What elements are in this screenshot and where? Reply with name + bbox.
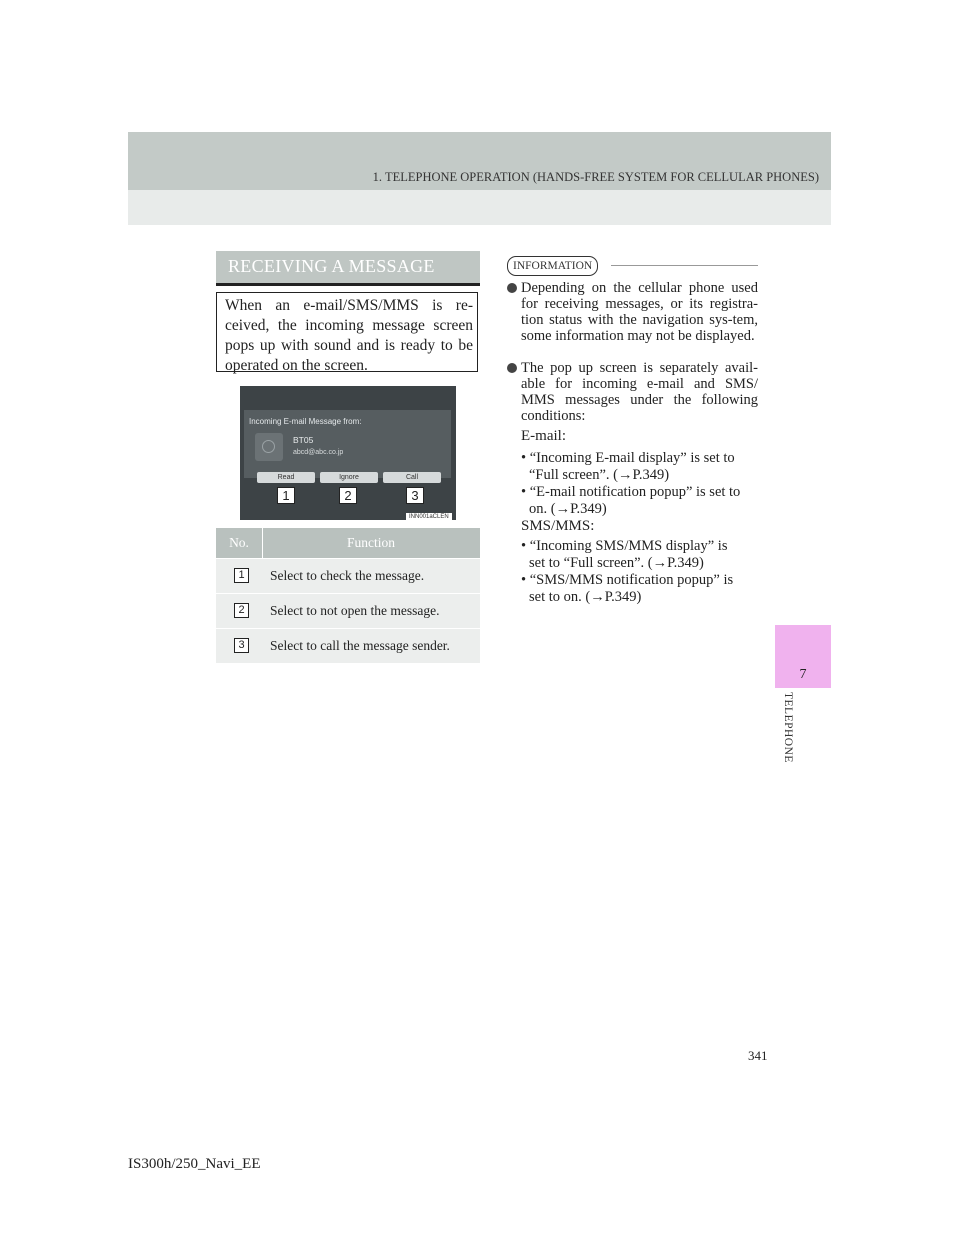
section-title: RECEIVING A MESSAGE xyxy=(228,256,435,276)
email-condition-2 xyxy=(521,484,758,518)
info-bullet xyxy=(506,280,758,344)
chapter-number: 7 xyxy=(799,667,807,682)
screen-illustration xyxy=(240,386,456,520)
condition-line: on. (→P.349) xyxy=(529,501,607,517)
avatar xyxy=(255,433,283,461)
header-function: Function xyxy=(346,535,395,550)
bullet-text: Depending on the cellular phone used for receiving messages, or its registra-tion status with the navigation sys-tem, some information may not be displayed. xyxy=(521,280,758,344)
sms-condition-1 xyxy=(521,538,758,572)
image-code: INN001aCLEN xyxy=(406,513,452,522)
sender-name: BT05 xyxy=(293,435,314,445)
chapter-tab xyxy=(775,625,831,688)
sms-condition-2 xyxy=(521,572,758,606)
information-tag: INFORMATION xyxy=(507,256,598,276)
condition-line: set to on. (→P.349) xyxy=(529,589,642,605)
sms-label: SMS/MMS: xyxy=(521,518,595,534)
page-number: 341 xyxy=(748,1048,768,1063)
read-button[interactable]: Read xyxy=(257,472,315,483)
sender-address: abcd@abc.co.jp xyxy=(293,449,344,456)
condition-line: • “Incoming E-mail display” is set to xyxy=(521,450,735,466)
chapter-title: 1. TELEPHONE OPERATION (HANDS-FREE SYSTEM FOR CELLULAR PHONES) xyxy=(372,170,819,184)
table-row xyxy=(216,558,480,593)
email-condition-1 xyxy=(521,450,758,484)
condition-line: • “Incoming SMS/MMS display” is xyxy=(521,538,728,554)
loading-icon xyxy=(262,440,275,453)
document-id: IS300h/250_Navi_EE xyxy=(128,1156,261,1172)
section-heading xyxy=(216,251,480,286)
condition-line: “Full screen”. (→P.349) xyxy=(529,467,670,483)
callout-1: 1 xyxy=(277,487,295,504)
row-function: Select to check the message. xyxy=(270,568,425,583)
header-subband xyxy=(128,190,831,225)
condition-line: set to “Full screen”. (→P.349) xyxy=(529,555,704,571)
intro-box: When an e-mail/SMS/MMS is re-ceived, the incoming message screen pops up with sound and is ready to be operated on the screen. xyxy=(216,292,478,372)
email-label: E-mail: xyxy=(521,428,566,444)
header-band xyxy=(128,132,831,190)
table-row xyxy=(216,593,480,628)
bullet-text: The pop up screen is separately avail-able for incoming e-mail and SMS/ MMS messages under the following conditions: xyxy=(521,360,758,424)
ignore-button[interactable]: Ignore xyxy=(320,472,378,483)
table-row xyxy=(216,628,480,663)
condition-line: • “SMS/MMS notification popup” is xyxy=(521,572,734,588)
table-header xyxy=(216,528,480,558)
chapter-label: TELEPHONE xyxy=(782,692,794,763)
condition-line: • “E-mail notification popup” is set to xyxy=(521,484,741,500)
screen-title: Incoming E-mail Message from: xyxy=(249,417,362,426)
row-function: Select to not open the message. xyxy=(270,603,440,618)
call-button[interactable]: Call xyxy=(383,472,441,483)
row-number: 2 xyxy=(234,603,249,618)
row-function: Select to call the message sender. xyxy=(270,638,450,653)
row-number: 3 xyxy=(234,638,249,653)
header-no: No. xyxy=(229,535,249,550)
function-table xyxy=(216,528,480,663)
information-rule xyxy=(611,265,758,266)
callout-2: 2 xyxy=(339,487,357,504)
bullet-icon xyxy=(507,283,517,293)
callout-3: 3 xyxy=(406,487,424,504)
bullet-icon xyxy=(507,363,517,373)
info-bullet xyxy=(506,360,758,424)
row-number: 1 xyxy=(234,568,249,583)
